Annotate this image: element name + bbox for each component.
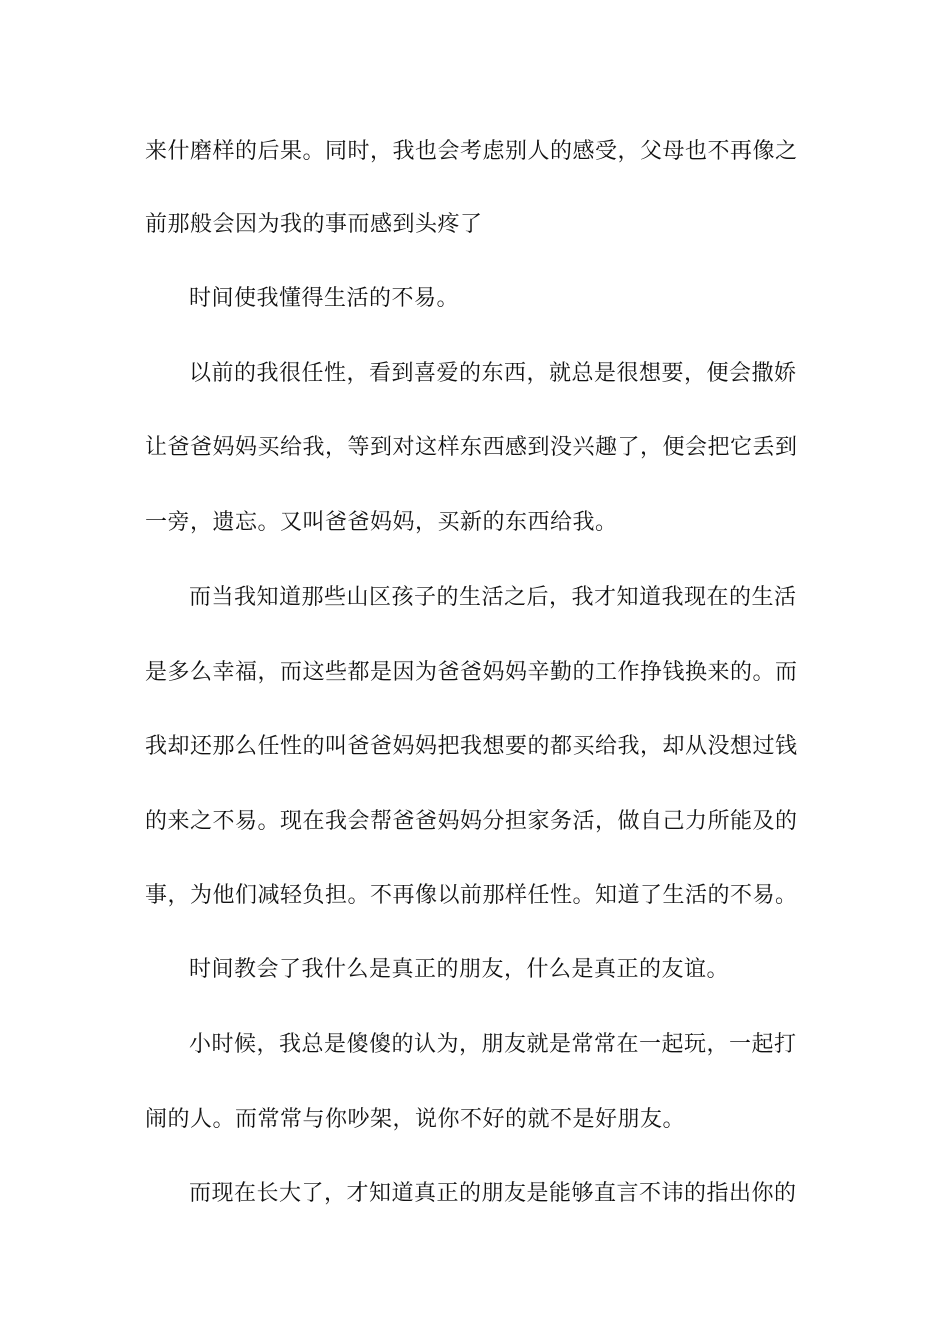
text-line: 让爸爸妈妈买给我，等到对这样东西感到没兴趣了，便会把它丢到 [145,435,798,460]
text-line: 来什磨样的后果。同时，我也会考虑别人的感受，父母也不再像之 [145,139,798,164]
text-line: 前那般会因为我的事而感到头疼了 [145,212,483,237]
paragraph-heading-line: 时间使我懂得生活的不易。 [189,286,460,311]
text-line: 我却还那么任性的叫爸爸妈妈把我想要的都买给我，却从没想过钱 [145,734,798,759]
paragraph-heading-line: 时间教会了我什么是真正的朋友，什么是真正的友谊。 [189,957,730,982]
text-line: 闹的人。而常常与你吵架，说你不好的就不是好朋友。 [145,1107,686,1132]
paragraph-first-line: 而现在长大了，才知道真正的朋友是能够直言不讳的指出你的 [189,1181,797,1206]
text-line: 的来之不易。现在我会帮爸爸妈妈分担家务活，做自己力所能及的 [145,809,798,834]
paragraph-first-line: 而当我知道那些山区孩子的生活之后，我才知道我现在的生活 [189,585,797,610]
text-line: 事，为他们减轻负担。不再像以前那样任性。知道了生活的不易。 [145,883,798,908]
paragraph-first-line: 以前的我很任性，看到喜爱的东西，就总是很想要，便会撒娇 [189,361,797,386]
text-line: 是多么幸福，而这些都是因为爸爸妈妈辛勤的工作挣钱换来的。而 [145,660,798,685]
paragraph-first-line: 小时候，我总是傻傻的认为，朋友就是常常在一起玩，一起打 [189,1032,797,1057]
text-line: 一旁，遗忘。又叫爸爸妈妈，买新的东西给我。 [145,510,618,535]
